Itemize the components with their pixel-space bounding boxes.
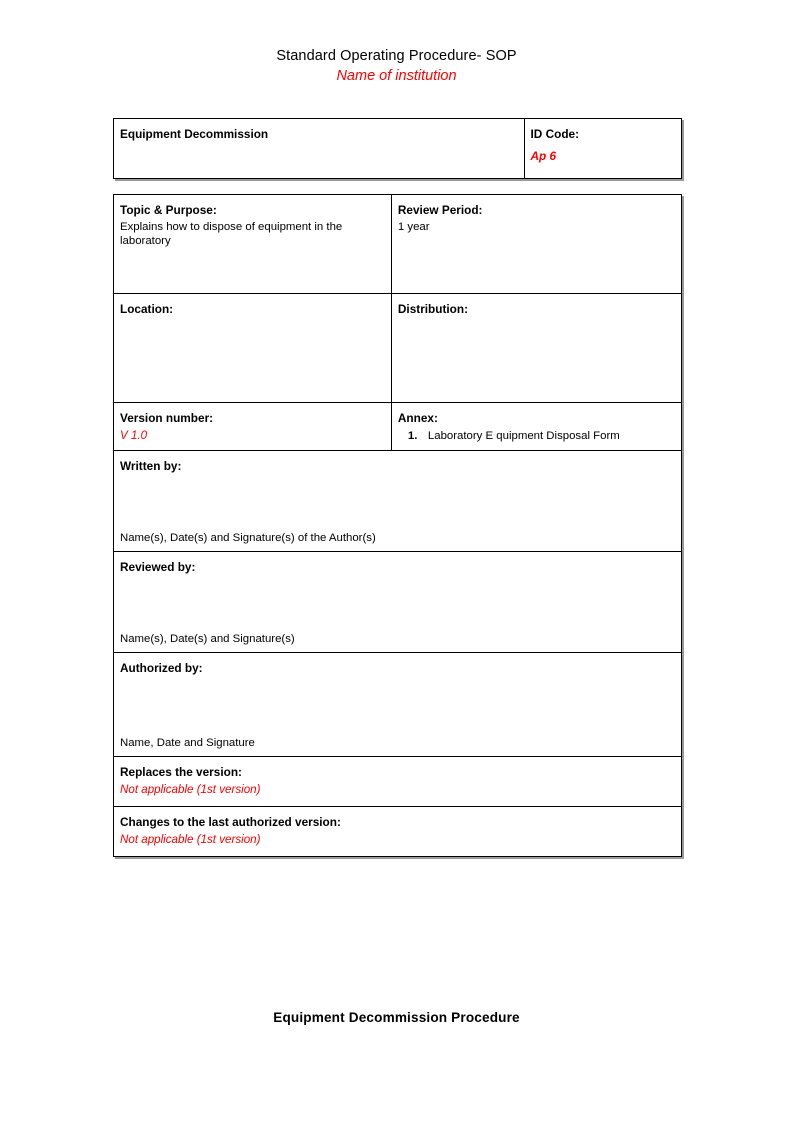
topic-purpose-value: Explains how to dispose of equipment in the laboratory xyxy=(120,221,343,247)
table-row xyxy=(114,653,682,757)
authorized-by-caption: Name, Date and Signature xyxy=(120,737,255,749)
written-by-cell xyxy=(114,451,682,552)
changes-value: Not applicable (1st version) xyxy=(120,833,261,846)
table-row xyxy=(114,195,682,294)
table-row xyxy=(114,757,682,807)
table-row xyxy=(114,294,682,403)
table-row xyxy=(114,403,682,451)
replaces-version-value: Not applicable (1st version) xyxy=(120,783,261,796)
changes-cell xyxy=(114,807,682,857)
changes-label: Changes to the last authorized version: xyxy=(120,815,341,829)
procedure-name-cell xyxy=(114,119,525,179)
table-row xyxy=(114,119,682,179)
review-period-value: 1 year xyxy=(397,221,430,233)
location-label: Location: xyxy=(120,302,174,316)
authorized-by-label: Authorized by: xyxy=(120,661,203,675)
annex-label: Annex: xyxy=(397,411,438,425)
location-cell xyxy=(114,294,392,403)
replaces-version-cell xyxy=(114,757,682,807)
table-row xyxy=(114,807,682,857)
annex-list xyxy=(398,429,675,444)
id-code-label: ID Code: xyxy=(530,127,580,141)
procedure-name-label: Equipment Decommission xyxy=(120,127,269,141)
annex-item-text: Laboratory E quipment Disposal Form xyxy=(427,430,620,442)
reviewed-by-label: Reviewed by: xyxy=(120,560,196,574)
reviewed-by-caption: Name(s), Date(s) and Signature(s) xyxy=(120,633,295,645)
review-period-cell xyxy=(391,195,681,294)
page-title: Standard Operating Procedure- SOP xyxy=(276,48,517,64)
institution-name: Name of institution xyxy=(336,68,457,84)
sop-header-table xyxy=(113,118,682,179)
reviewed-by-cell xyxy=(114,552,682,653)
distribution-cell xyxy=(391,294,681,403)
version-number-cell xyxy=(114,403,392,451)
id-code-value: Ap 6 xyxy=(530,149,557,163)
annex-cell xyxy=(391,403,681,451)
topic-purpose-label: Topic & Purpose: xyxy=(120,203,217,217)
id-code-cell xyxy=(524,119,681,179)
table-row xyxy=(114,451,682,552)
section-heading: Equipment Decommission Procedure xyxy=(273,1010,520,1025)
review-period-label: Review Period: xyxy=(397,203,483,217)
sop-body-table xyxy=(113,194,682,857)
topic-purpose-cell xyxy=(114,195,392,294)
distribution-label: Distribution: xyxy=(397,302,469,316)
authorized-by-cell xyxy=(114,653,682,757)
version-number-label: Version number: xyxy=(120,411,214,425)
written-by-label: Written by: xyxy=(120,459,182,473)
table-row xyxy=(114,552,682,653)
replaces-version-label: Replaces the version: xyxy=(120,765,242,779)
written-by-caption: Name(s), Date(s) and Signature(s) of the Author(s) xyxy=(120,532,376,544)
annex-item-number: 1. xyxy=(407,430,418,442)
version-number-value: V 1.0 xyxy=(120,429,148,442)
list-item xyxy=(407,429,675,444)
